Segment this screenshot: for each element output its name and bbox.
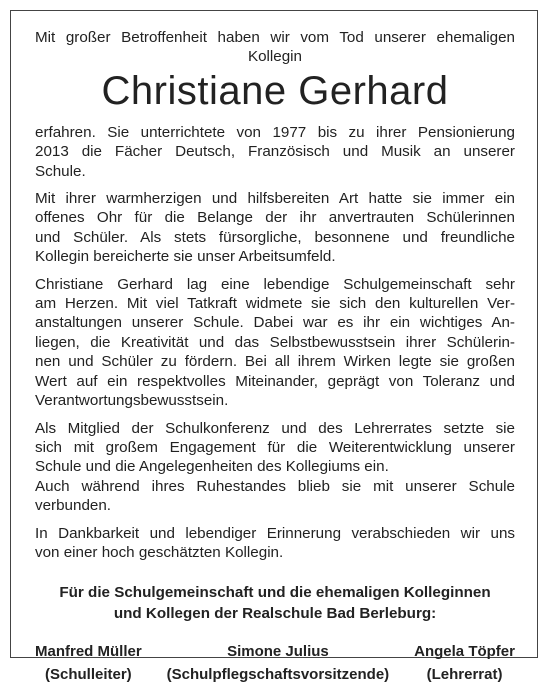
- signature-name: Angela Töpfer: [414, 643, 515, 661]
- signoff-block: [35, 582, 515, 624]
- text-line: offenes Ohr für die Belange der ihr anvertrauten Schülerinnen: [35, 209, 515, 227]
- signature-name: Simone Julius: [227, 643, 329, 661]
- text-line: erfahren. Sie unterrichtete von 1977 bis zu ihrer Pensionierung: [35, 123, 515, 141]
- intro-line: Mit großer Betroffenheit haben wir vom Tod unserer ehemaligen: [35, 29, 515, 46]
- deceased-name: Christiane Gerhard: [101, 68, 449, 113]
- signature-name: Manfred Müller: [35, 643, 142, 661]
- text-line: sich mit großem Engagement für die Weiterentwicklung unserer: [35, 438, 515, 456]
- signature-principal: [35, 640, 142, 686]
- paragraph-engagement: [35, 419, 515, 477]
- signoff-line: und Kollegen der Realschule Bad Berleburg:: [113, 605, 437, 623]
- text-line: nen und Schüler zu fördern. Bei all ihrem Wirken legte sie großen: [35, 353, 515, 371]
- text-line: 2013 die Fächer Deutsch, Französisch und Musik an unserer: [35, 143, 515, 161]
- text-line: liegen, die Kreativität und das Selbstbewusstsein ihrer Schülerin-: [35, 333, 515, 351]
- paragraph-community: [35, 275, 515, 411]
- text-line: Christiane Gerhard lag eine lebendige Schulgemeinschaft sehr: [35, 275, 515, 293]
- intro-block: [35, 28, 515, 67]
- text-line: Auch während ihres Ruhestandes blieb sie mit unserer Schule: [35, 477, 515, 495]
- signature-teachers-council: [414, 640, 515, 686]
- text-line: am Herzen. Mit viel Tatkraft widmete sie sich den kulturellen Ver-: [35, 295, 515, 313]
- text-line: In Dankbarkeit und lebendiger Erinnerung verabschieden wir uns: [35, 524, 515, 542]
- paragraph-career: [35, 123, 515, 181]
- signoff-line: Für die Schulgemeinschaft und die ehemaligen Kolleginnen: [59, 584, 491, 602]
- text-line: anstaltungen unserer Schule. Dabei war es ihr ein wichtiges An-: [35, 314, 515, 332]
- text-line: und Schüler. Als stets fürsorgliche, besonnene und freundliche: [35, 228, 515, 246]
- signature-role: (Schulleiter): [45, 666, 132, 684]
- text-line: Kollegin bereicherte sie unser Arbeitsumfeld.: [35, 248, 336, 266]
- intro-line: Kollegin: [247, 48, 303, 66]
- text-line: Mit ihrer warmherzigen und hilfsbereiten Art hatte sie immer ein: [35, 190, 515, 208]
- obituary-notice: [35, 28, 515, 686]
- signature-parents-council: [167, 640, 390, 686]
- signature-role: (Schulpflegschaftsvorsitzende): [166, 666, 390, 684]
- signatures: [35, 640, 515, 686]
- text-line: verbunden.: [35, 497, 111, 515]
- text-line: Verantwortungsbewusstsein.: [35, 392, 229, 410]
- paragraph-retirement: [35, 477, 515, 516]
- text-line: Als Mitglied der Schulkonferenz und des Lehrerrates setzte sie: [35, 419, 515, 437]
- signature-role: (Lehrerrat): [426, 666, 503, 684]
- text-line: Schule und die Angelegenheiten des Kollegiums ein.: [35, 458, 389, 476]
- paragraph-character: [35, 189, 515, 267]
- text-line: Wert auf ein respektvolles Miteinander, geprägt von Toleranz und: [35, 372, 515, 390]
- paragraph-farewell: [35, 524, 515, 563]
- text-line: Schule.: [35, 162, 86, 180]
- text-line: von einer hoch geschätzten Kollegin.: [35, 543, 284, 561]
